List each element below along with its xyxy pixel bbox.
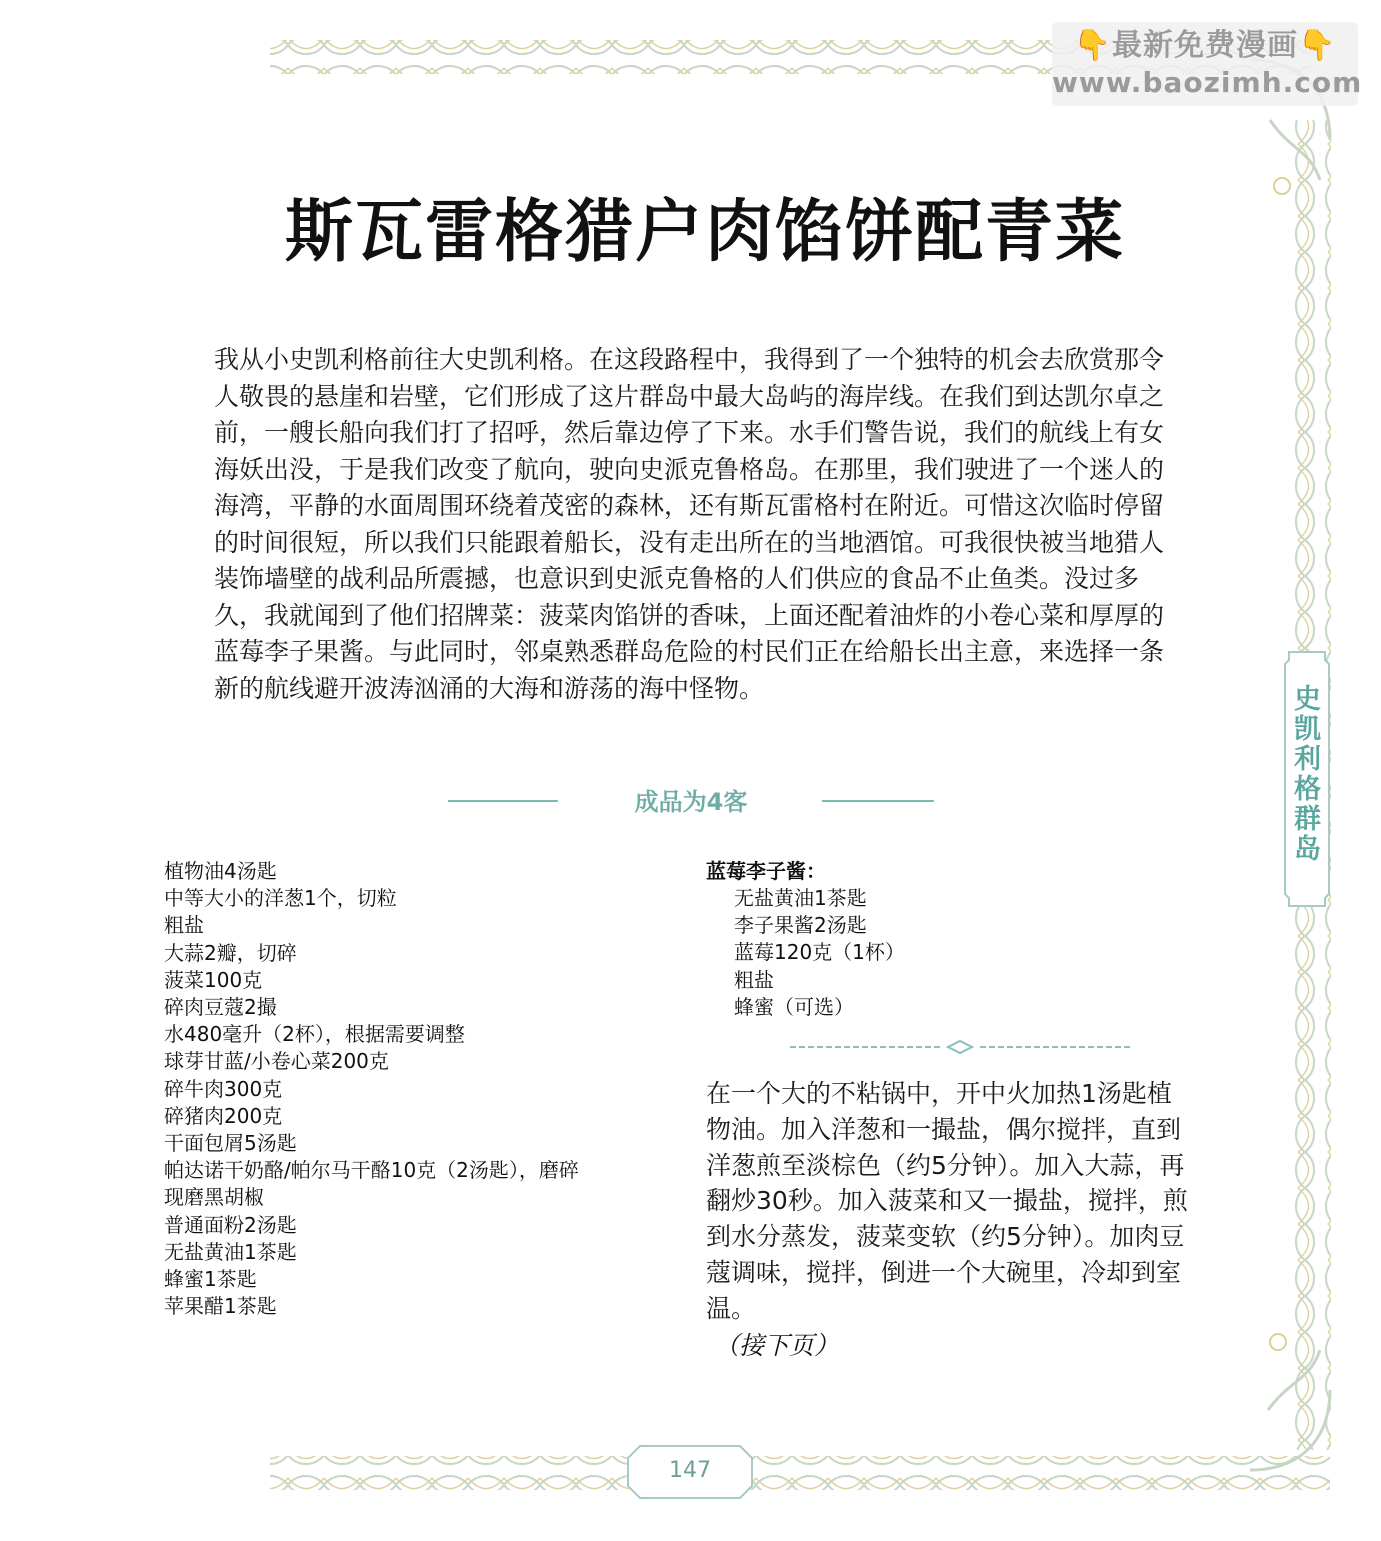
intro-paragraph: 我从小史凯利格前往大史凯利格。在这段路程中，我得到了一个独特的机会去欣赏那令人敬畏的悬崖和岩壁，它们形成了这片群岛中最大岛屿的海岸线。在我们到达凯尔卓之前，一艘长船向我们打了招呼，然后靠边停了下来。水手们警告说，我们的航线上有女海妖出没，于是我们改变了航向，驶向史派克鲁格岛。在那里，我们驶进了一个迷人的海湾，平静的水面周围环绕着茂密的森林，还有斯瓦雷格村在附近。可惜这次临时停留的时间很短，所以我们只能跟着船长，没有走出所在的当地酒馆。可我很快被当地猎人装饰墙壁的战利品所震撼，也意识到史派克鲁格的人们供应的食品不止鱼类。没过多久，我就闻到了他们招牌菜：菠菜肉馅饼的香味，上面还配着油炸的小卷心菜和厚厚的蓝莓李子果酱。与此同时，邻桌熟悉群岛危险的村民们正在给船长出主意，来选择一条新的航线避开波涛汹涌的大海和游荡的海中怪物。 xyxy=(214,345,1165,703)
ingredient-item: 碎肉豆蔻2撮 xyxy=(164,995,277,1020)
pointing-down-icon: 👇 xyxy=(1073,28,1112,63)
ingredient-item: 大蒜2瓣，切碎 xyxy=(164,940,297,965)
watermark-line-1: 👇最新免费漫画👇 xyxy=(1073,28,1337,63)
ingredient-item: 蜂蜜1茶匙 xyxy=(164,1267,257,1292)
watermark-banner xyxy=(1052,22,1363,106)
ingredient-item: 无盐黄油1茶匙 xyxy=(164,1239,297,1264)
ingredient-item: 菠菜100克 xyxy=(164,967,263,992)
sauce-ingredient-list xyxy=(734,885,905,1021)
ingredient-item: 帕达诺干奶酪/帕尔马干酪10克（2汤匙），磨碎 xyxy=(164,1158,579,1183)
ingredient-item: 球芽甘蓝/小卷心菜200克 xyxy=(164,1049,389,1074)
sauce-ingredient-item: 粗盐 xyxy=(734,967,774,992)
watermark-url: www.baozimh.com xyxy=(1052,66,1363,99)
sauce-ingredient-item: 李子果酱2汤匙 xyxy=(734,913,867,938)
ingredient-item: 碎牛肉300克 xyxy=(164,1076,283,1101)
pointing-down-icon: 👇 xyxy=(1298,28,1337,63)
section-divider xyxy=(790,1038,1130,1056)
method-paragraph: 在一个大的不粘锅中，开中火加热1汤匙植物油。加入洋葱和一撮盐，偶尔搅拌，直到洋葱煎至淡棕色（约5分钟）。加入大蒜，再翻炒30秒。加入菠菜和又一撮盐，搅拌，煎到水分蒸发，菠菜变软（约5分钟）。加肉豆蔻调味，搅拌，倒进一个大碗里，冷却到室温。 xyxy=(706,1079,1188,1323)
ingredient-item: 普通面粉2汤匙 xyxy=(164,1212,297,1237)
servings-label: 成品为4客 xyxy=(634,788,748,816)
sauce-ingredient-item: 蓝莓120克（1杯） xyxy=(734,940,905,965)
ingredient-item: 干面包屑5汤匙 xyxy=(164,1131,297,1156)
ingredient-item: 水480毫升（2杯），根据需要调整 xyxy=(164,1022,465,1047)
servings-right-rule xyxy=(822,800,934,802)
continued-note: （接下页） xyxy=(714,1331,840,1360)
ingredient-item: 现磨黑胡椒 xyxy=(164,1185,264,1210)
sauce-ingredient-item: 无盐黄油1茶匙 xyxy=(734,886,867,910)
servings-left-rule xyxy=(448,800,558,802)
ingredient-item: 粗盐 xyxy=(164,913,204,938)
ingredient-item: 碎猪肉200克 xyxy=(164,1103,283,1128)
ingredient-item: 植物油4汤匙 xyxy=(164,859,277,883)
recipe-title: 斯瓦雷格猎户肉馅饼配青菜 xyxy=(284,193,1125,272)
sauce-heading: 蓝莓李子酱： xyxy=(706,859,826,883)
side-tab-label: 史凯利格群岛 xyxy=(1289,684,1320,864)
ingredient-item: 中等大小的洋葱1个，切粒 xyxy=(164,886,397,911)
page-number: 147 xyxy=(669,1458,711,1483)
sauce-ingredient-item: 蜂蜜（可选） xyxy=(734,994,854,1019)
ingredient-list xyxy=(164,858,644,1320)
ingredient-item: 苹果醋1茶匙 xyxy=(164,1294,277,1319)
